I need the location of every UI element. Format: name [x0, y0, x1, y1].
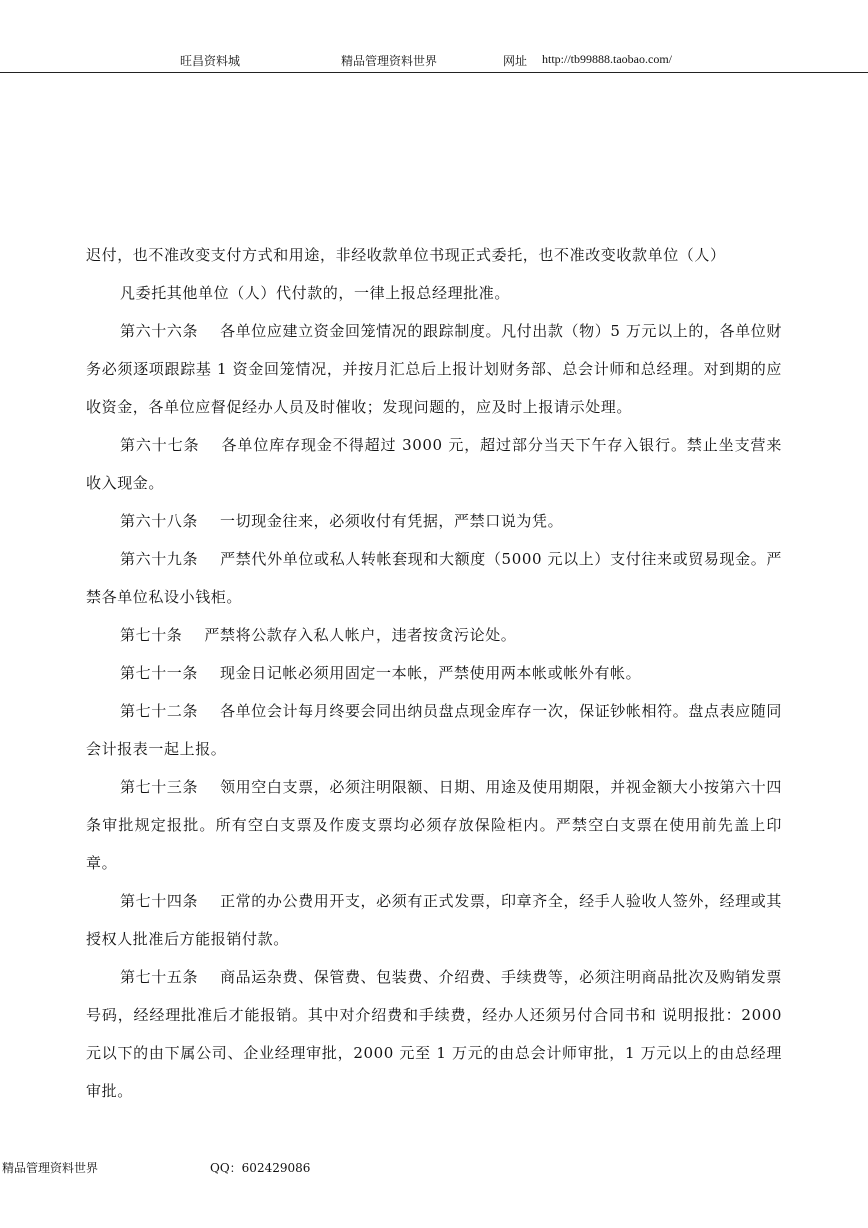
article-number: 第七十二条	[120, 702, 199, 720]
article-number: 第六十八条	[120, 512, 199, 530]
article-72	[86, 692, 782, 768]
article-number: 第七十条	[120, 626, 183, 644]
paragraph-text: 迟付，也不准改变支付方式和用途，非经收款单位书现正式委托，也不准改变收款单位（人）	[86, 246, 726, 264]
document-body	[86, 236, 782, 1110]
article-text: 领用空白支票，必须注明限额、日期、用途及使用期限，并视金额大小按第六十四条审批规定报批。所有空白支票及作废支票均必须存放保险柜内。严禁空白支票在使用前先盖上印章。	[86, 778, 782, 872]
article-text: 各单位会计每月终要会同出纳员盘点现金库存一次，保证钞帐相符。盘点表应随同会计报表一起上报。	[86, 702, 782, 758]
article-text: 各单位库存现金不得超过 3000 元，超过部分当天下午存入银行。禁止坐支营来收入现金。	[86, 436, 782, 492]
article-text: 各单位应建立资金回笼情况的跟踪制度。凡付出款（物）5 万元以上的，各单位财务必须逐项跟踪基 1 资金回笼情况，并按月汇总后上报计划财务部、总会计师和总经理。对到期的应收资金，各单位应督促经办人员及时催收；发现问题的，应及时上报请示处理。	[86, 322, 782, 416]
paragraph-text: 凡委托其他单位（人）代付款的，一律上报总经理批准。	[120, 284, 511, 302]
page-footer	[0, 1159, 868, 1179]
article-68	[86, 502, 782, 540]
article-text: 商品运杂费、保管费、包装费、介绍费、手续费等，必须注明商品批次及购销发票号码，经经理批准后才能报销。其中对介绍费和手续费，经办人还须另付合同书和 说明报批：2000 元以下的由下属公司、企业经理审批，2000 元至 1 万元的由总会计师审批，1 万元以上的由总经理审批。	[86, 968, 782, 1100]
article-71	[86, 654, 782, 692]
footer-site-name: 精品管理资料世界	[2, 1161, 99, 1175]
article-text: 严禁代外单位或私人转帐套现和大额度（5000 元以上）支付往来或贸易现金。严禁各单位私设小钱柜。	[86, 550, 782, 606]
article-67	[86, 426, 782, 502]
article-number: 第六十九条	[120, 550, 199, 568]
article-number: 第七十三条	[120, 778, 199, 796]
paragraph-continuation	[86, 236, 782, 274]
header-url-link[interactable]: http://tb99888.taobao.com/	[542, 52, 672, 66]
article-69	[86, 540, 782, 616]
article-number: 第六十七条	[120, 436, 200, 454]
article-text: 严禁将公款存入私人帐户，违者按贪污论处。	[204, 626, 517, 644]
page-header	[0, 52, 868, 72]
article-74	[86, 882, 782, 958]
header-site-name: 精品管理资料世界	[341, 54, 438, 68]
article-number: 第七十一条	[120, 664, 199, 682]
article-text: 现金日记帐必须用固定一本帐，严禁使用两本帐或帐外有帐。	[220, 664, 642, 682]
header-shop-name: 旺昌资料城	[180, 54, 241, 68]
article-text: 一切现金往来，必须收付有凭据，严禁口说为凭。	[220, 512, 564, 530]
footer-qq: QQ：602429086	[210, 1161, 311, 1175]
article-75	[86, 958, 782, 1110]
article-number: 第七十四条	[120, 892, 199, 910]
article-text: 正常的办公费用开支，必须有正式发票，印章齐全，经手人验收人签外，经理或其授权人批准后方能报销付款。	[86, 892, 782, 948]
article-73	[86, 768, 782, 882]
article-number: 第六十六条	[120, 322, 199, 340]
paragraph-entrust-payment	[86, 274, 782, 312]
article-66	[86, 312, 782, 426]
header-url-label: 网址	[503, 54, 528, 68]
article-number: 第七十五条	[120, 968, 199, 986]
header-divider	[0, 72, 868, 73]
article-70	[86, 616, 782, 654]
